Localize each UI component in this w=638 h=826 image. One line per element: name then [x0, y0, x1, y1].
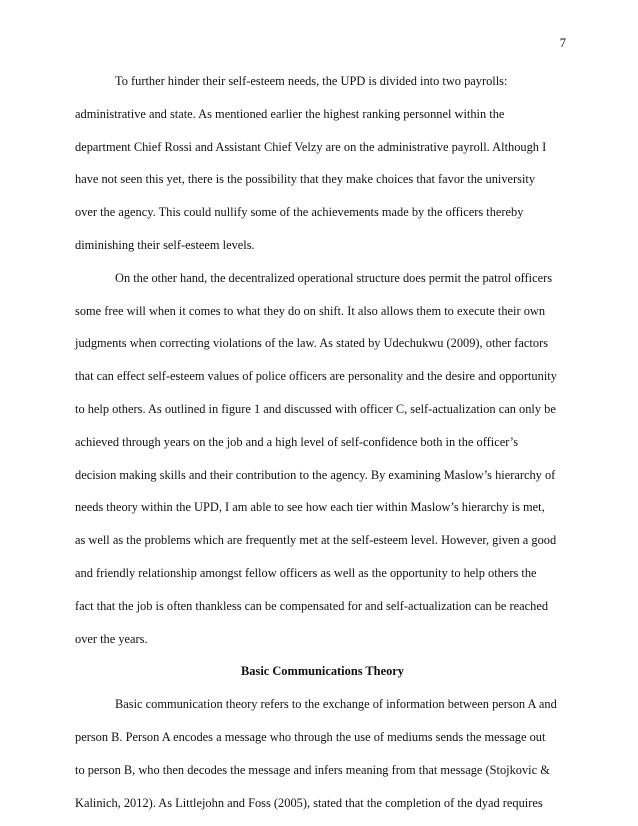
text-line: department Chief Rossi and Assistant Chief Velzy are on the administrative payroll. Although I [75, 139, 547, 154]
text-line: that can effect self-esteem values of police officers are personality and the desire and opportunity [75, 369, 557, 384]
text-line: Kalinich, 2012). As Littlejohn and Foss (2005), stated that the completion of the dyad requires [75, 795, 543, 810]
text-line: judgments when correcting violations of the law. As stated by Udechukwu (2009), other factors [75, 336, 549, 351]
text-line: have not seen this yet, there is the possibility that they make choices that favor the university [75, 172, 536, 187]
text-line: fact that the job is often thankless can be compensated for and self-actualization can be reached [75, 598, 549, 613]
text-line: and friendly relationship amongst fellow officers as well as the opportunity to help others the [75, 565, 537, 580]
section-heading: Basic Communications Theory [241, 664, 404, 679]
text-line: some free will when it comes to what they do on shift. It also allows them to execute their own [75, 303, 546, 318]
text-line: On the other hand, the decentralized operational structure does permit the patrol officers [115, 270, 553, 285]
text-line: To further hinder their self-esteem needs, the UPD is divided into two payrolls: [115, 74, 508, 88]
text-line: over the agency. This could nullify some of the achievements made by the officers thereby [75, 205, 524, 220]
text-line: person B. Person A encodes a message who through the use of mediums sends the message out [75, 729, 546, 744]
body-text [75, 65, 570, 819]
text-line: as well as the problems which are frequently met at the self-esteem level. However, given a good [75, 533, 557, 548]
text-line: decision making skills and their contribution to the agency. By examining Maslow’s hierarchy of [75, 467, 556, 482]
paragraph [75, 262, 570, 656]
paragraph [75, 688, 570, 819]
text-line: to person B, who then decodes the message and infers meaning from that message (Stojkovic & [75, 762, 550, 777]
text-line: to help others. As outlined in figure 1 and discussed with officer C, self-actualization can only be [75, 401, 556, 416]
paragraph [75, 65, 570, 262]
text-line: Basic communication theory refers to the exchange of information between person A and [115, 697, 557, 712]
page-number: 7 [559, 36, 566, 50]
text-line: over the years. [75, 631, 148, 646]
text-line: diminishing their self-esteem levels. [75, 237, 255, 252]
text-line: achieved through years on the job and a high level of self-confidence both in the officer’s [75, 434, 519, 449]
text-line: needs theory within the UPD, I am able to see how each tier within Maslow’s hierarchy is met, [75, 500, 545, 515]
text-line: administrative and state. As mentioned earlier the highest ranking personnel within the [75, 106, 505, 121]
